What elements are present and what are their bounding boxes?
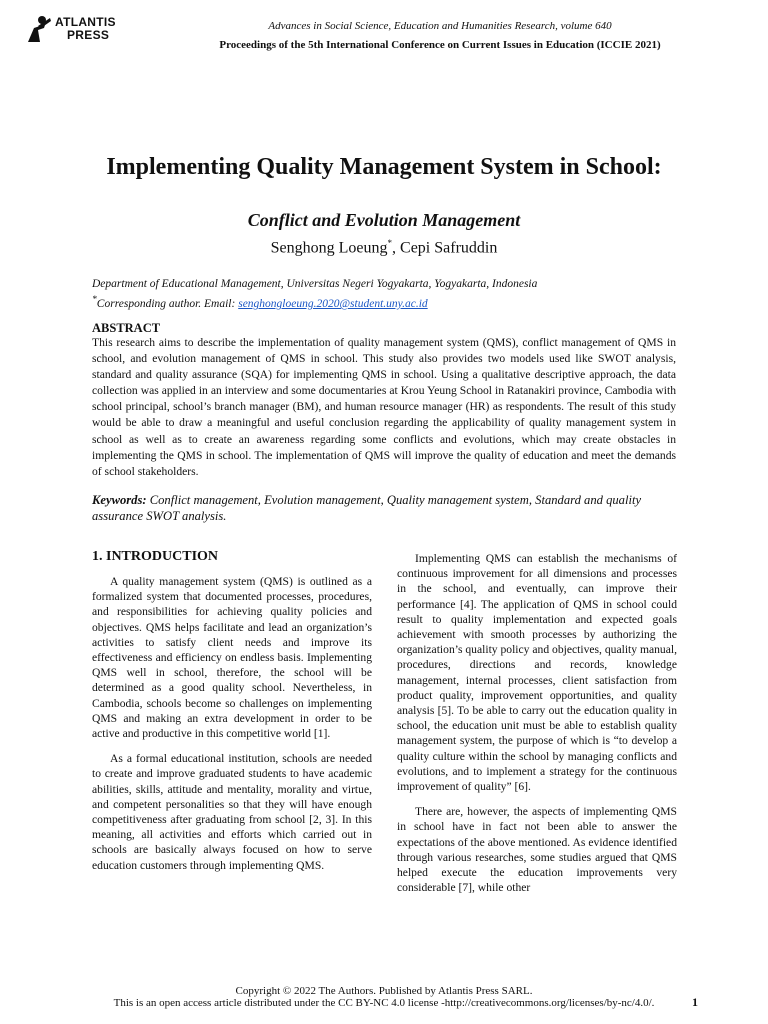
footer-license: This is an open access article distributed under the CC BY-NC 4.0 license -http://creativecommons.org/licenses/by-nc/4.0/. [113,997,655,1009]
corresponding-label: Corresponding author. Email: [96,297,239,310]
keywords-label: Keywords: [92,493,147,507]
paragraph: As a formal educational institution, schools are needed to create and improve graduated students to have academic abilities, skills, attitude and mentality, morality and virtue, and competent personalities so that they will have enough competitiveness after graduating from school [2, 3]. In this meaning, all activities and efforts which carried out in schools are basically always focused on how to serve education customers through implementing QMS. [92,752,372,872]
logo-line1: ATLANTIS [55,15,116,29]
corresponding-mark: * [92,294,97,305]
section-heading: 1. INTRODUCTION [92,549,219,564]
footer-copyright: Copyright © 2022 The Authors. Published by Atlantis Press SARL. [235,985,533,997]
paragraph: A quality management system (QMS) is outlined as a formalized system that documented processes, procedures, and responsibilities for achieving quality policies and objectives. QMS helps facilitate and lead an organization’s activities to satisfy client needs and improve its effectiveness and efficiency on endless basis. Implementing QMS well in school, therefore, the school will be determined as a good quality school. Nevertheless, in Cambodia, schools become so challenges on implementing QMS and making an extra development in order to be active and productive in this competitive world [1]. [92,575,372,741]
journal-header: Advances in Social Science, Education and Humanities Research, volume 640 [268,20,612,32]
corresponding-mark: * [387,238,393,248]
paragraph: There are, however, the aspects of implementing QMS in school have in fact not been able to answer the expectations of the above mentioned. As evidence identified through various researches, some studies argued that QMS helped execute the education improvements very considerable [7], while other [397,805,677,895]
corresponding-author [92,292,692,312]
page-number: 1 [692,995,698,1009]
abstract-text: This research aims to describe the implementation of quality management system (QMS), conflict management of QMS in school, and evolution management of QMS in school. This study also provides two models used like SWOT analysis, standard and quality assurance (SQA) for implementing QMS in school. Using a qualitative descriptive approach, the data collection was applied in an interview and some documentaries at Krou Yeung School in Ratanakiri province, Cambodia with school principal, school’s branch manager (BM), and human resource manager (HR) as respondents. The result of this study would be able to draw a meaningful and useful conclusion regarding the applicability of quality management system in school as well as to create an awareness regarding some conflicts and evolutions, which may create obstacles in implementing the QMS in school. The implementation of QMS will improve the quality of education and meet the demands of school stakeholders. [92,336,676,478]
proceedings-header: Proceedings of the 5th International Conference on Current Issues in Education (ICCIE 2021) [219,39,661,51]
affiliation-block [92,277,692,312]
keywords [92,492,676,524]
author-name: Senghong Loeung [270,239,388,257]
paper-subtitle: Conflict and Evolution Management [247,210,521,230]
affiliation: Department of Educational Management, Universitas Negeri Yogyakarta, Yogyakarta, Indonesia [92,278,538,290]
atlantis-press-logo [24,14,124,48]
author-name: Cepi Safruddin [400,239,498,257]
logo-line2: PRESS [67,28,110,42]
email-link[interactable]: senghongloeung.2020@student.uny.ac.id [238,297,428,310]
abstract-heading: ABSTRACT [92,321,161,335]
paragraph: Implementing QMS can establish the mechanisms of continuous improvement for all dimensions and processes in the school, and eventually, can improve their performance [4]. The application of QMS in school could result to quality implementation and expected goals achievement with smooth processes by authorizing the organization’s quality policy and objectives, quality manual, procedures, directions and records, knowledge management, internal processes, client satisfaction from product quality, improvement opportunities, and quality analysis [5]. To be able to carry out the education quality in school, the education unit must be able to establish quality management system, the purpose of which is “to develop a quality culture within the school by managing conflicts and evolutions, and to implement a strategy for the continuous improvement of quality” [6]. [397,552,677,794]
author-separator: , [392,239,401,257]
paper-title: Implementing Quality Management System in School: [106,154,662,180]
author-list [60,238,708,257]
atlantis-figure-icon [24,14,54,44]
right-column [397,551,677,905]
keywords-text: Conflict management, Evolution management, Quality management system, Standard and quality assurance SWOT analysis. [92,493,642,523]
left-column [92,549,372,883]
